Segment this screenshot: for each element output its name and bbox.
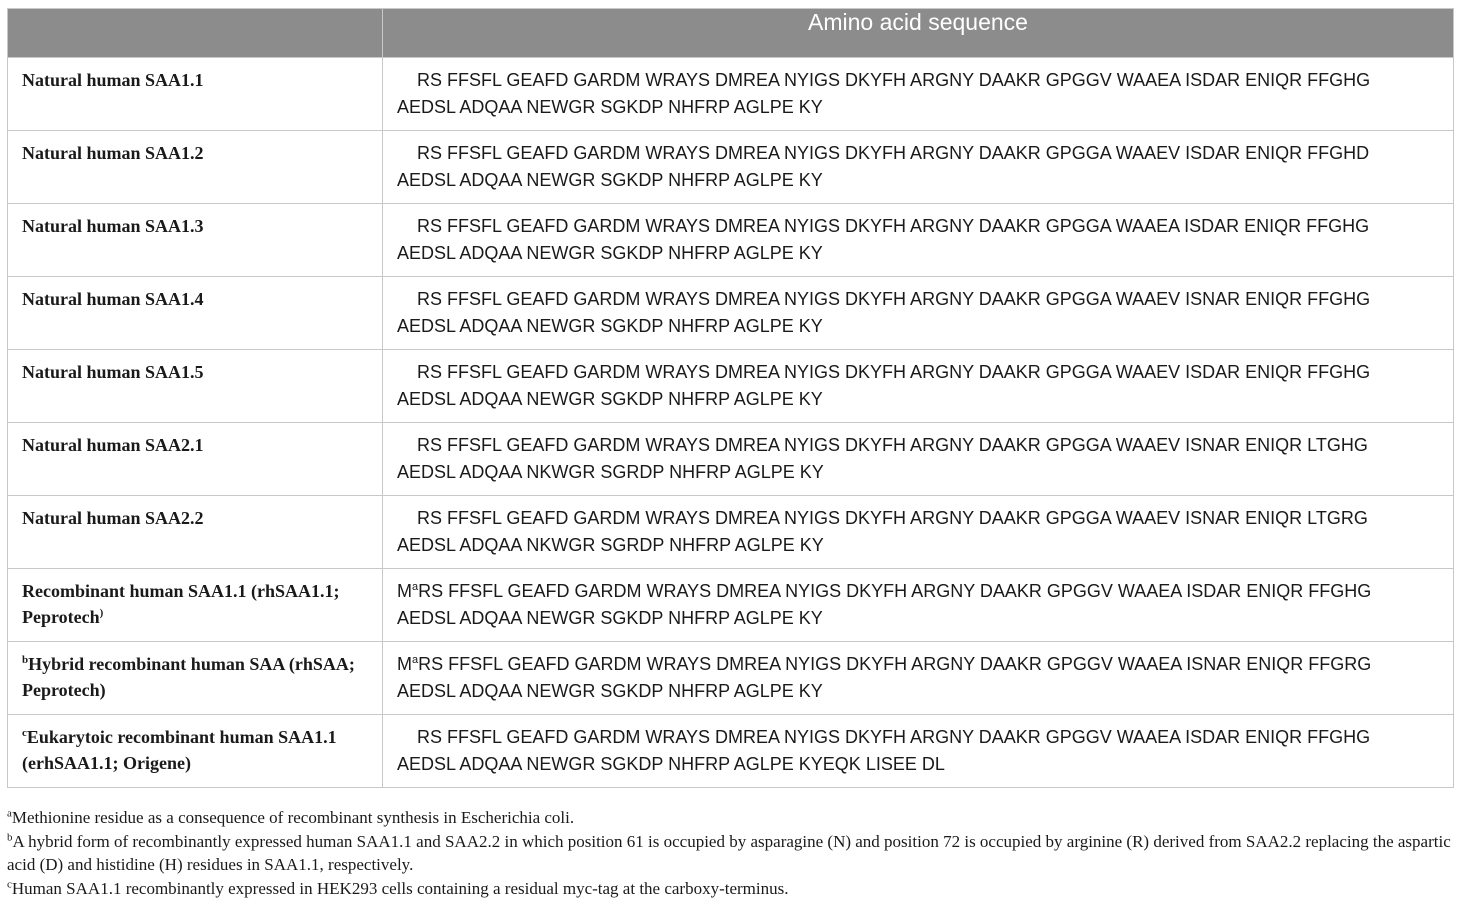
- row-sequence-cell: [383, 58, 1454, 131]
- sequence-line-1: RS FFSFL GEAFD GARDM WRAYS DMREA NYIGS DKYFH ARGNY DAAKR GPGGV WAAEA ISDAR ENIQR FFGHG: [417, 727, 1371, 747]
- sequence-line-2: AEDSL ADQAA NEWGR SGKDP NHFRP AGLPE KY: [397, 170, 823, 190]
- sequence-line-1: RS FFSFL GEAFD GARDM WRAYS DMREA NYIGS DKYFH ARGNY DAAKR GPGGA WAAEV ISNAR ENIQR FFGHG: [417, 289, 1371, 309]
- row-name: Natural human SAA1.5: [22, 362, 204, 382]
- footnote-mark: a: [412, 654, 419, 666]
- row-name: Natural human SAA1.3: [22, 216, 204, 236]
- row-sequence-cell: [383, 277, 1454, 350]
- row-sequence-cell: [383, 131, 1454, 204]
- footnotes: [7, 806, 1457, 900]
- header-row: [8, 9, 1454, 58]
- row-name-cell: [8, 204, 383, 277]
- row-name-cell: [8, 715, 383, 788]
- sequence-line-2: AEDSL ADQAA NEWGR SGKDP NHFRP AGLPE KYEQK LISEE DL: [397, 754, 945, 774]
- table-row: [8, 350, 1454, 423]
- footnote-mark: a: [412, 581, 419, 593]
- sequence-line-2: AEDSL ADQAA NKWGR SGRDP NHFRP AGLPE KY: [397, 535, 824, 555]
- footnote-mark: c: [7, 877, 12, 890]
- sequence-line-2: AEDSL ADQAA NEWGR SGKDP NHFRP AGLPE KY: [397, 316, 823, 336]
- row-name-cell: [8, 569, 383, 642]
- row-name-cell: [8, 350, 383, 423]
- sequence-line-1: RS FFSFL GEAFD GARDM WRAYS DMREA NYIGS DKYFH ARGNY DAAKR GPGGA WAAEA ISDAR ENIQR FFGHG: [417, 216, 1370, 236]
- footnote-mark: c: [22, 727, 27, 739]
- footnote-text: Methionine residue as a consequence of recombinant synthesis in Escherichia coli.: [11, 808, 575, 827]
- row-name-cell: [8, 277, 383, 350]
- table-row: [8, 204, 1454, 277]
- sequence-line-1: RS FFSFL GEAFD GARDM WRAYS DMREA NYIGS DKYFH ARGNY DAAKR GPGGV WAAEA ISDAR ENIQR FFGHG: [418, 581, 1372, 601]
- row-name-cell: [8, 642, 383, 715]
- sequence-table: [7, 8, 1454, 788]
- sequence-table-container: [7, 8, 1453, 788]
- row-sequence-cell: [383, 350, 1454, 423]
- sequence-line-1: RS FFSFL GEAFD GARDM WRAYS DMREA NYIGS DKYFH ARGNY DAAKR GPGGV WAAEA ISDAR ENIQR FFGHG: [417, 70, 1371, 90]
- sequence-line-1: RS FFSFL GEAFD GARDM WRAYS DMREA NYIGS DKYFH ARGNY DAAKR GPGGA WAAEV ISDAR ENIQR FFGHG: [417, 362, 1371, 382]
- sequence-line-1: RS FFSFL GEAFD GARDM WRAYS DMREA NYIGS DKYFH ARGNY DAAKR GPGGA WAAEV ISNAR ENIQR LTGHG: [417, 435, 1368, 455]
- row-sequence-cell: [383, 204, 1454, 277]
- row-sequence-cell: [383, 642, 1454, 715]
- row-name-cell: [8, 131, 383, 204]
- row-name: Natural human SAA1.2: [22, 143, 204, 163]
- footnote-text: Human SAA1.1 recombinantly expressed in HEK293 cells containing a residual myc-tag at the carboxy-terminus.: [11, 878, 789, 898]
- sequence-line-2: AEDSL ADQAA NEWGR SGKDP NHFRP AGLPE KY: [397, 97, 823, 117]
- row-name: Natural human SAA1.1: [22, 70, 204, 90]
- row-name-cell: [8, 496, 383, 569]
- row-sequence-cell: [383, 496, 1454, 569]
- table-row: [8, 642, 1454, 715]
- table-row: [8, 715, 1454, 788]
- footnote: [7, 877, 1457, 901]
- footnote-mark: a: [7, 807, 12, 820]
- methionine-residue: M: [397, 581, 412, 601]
- table-row: [8, 131, 1454, 204]
- sequence-line-2: AEDSL ADQAA NEWGR SGKDP NHFRP AGLPE KY: [397, 243, 823, 263]
- sequence-line-2: AEDSL ADQAA NEWGR SGKDP NHFRP AGLPE KY: [397, 608, 823, 628]
- row-sequence-cell: [383, 715, 1454, 788]
- table-row: [8, 569, 1454, 642]
- row-name: Hybrid recombinant human SAA (rhSAA; Peprotech): [22, 654, 355, 700]
- table-row: [8, 423, 1454, 496]
- footnote-mark: b: [22, 654, 29, 666]
- row-name: Natural human SAA1.4: [22, 289, 204, 309]
- table-row: [8, 496, 1454, 569]
- footnote: [7, 830, 1457, 877]
- sequence-line-2: AEDSL ADQAA NEWGR SGKDP NHFRP AGLPE KY: [397, 389, 823, 409]
- sequence-line-1: RS FFSFL GEAFD GARDM WRAYS DMREA NYIGS DKYFH ARGNY DAAKR GPGGA WAAEV ISDAR ENIQR FFGHD: [417, 143, 1370, 163]
- sequence-line-1: RS FFSFL GEAFD GARDM WRAYS DMREA NYIGS DKYFH ARGNY DAAKR GPGGA WAAEV ISNAR ENIQR LTGRG: [417, 508, 1368, 528]
- footnote: [7, 806, 1457, 830]
- sequence-line-2: AEDSL ADQAA NEWGR SGKDP NHFRP AGLPE KY: [397, 681, 823, 701]
- footnote-text: A hybrid form of recombinantly expressed human SAA1.1 and SAA2.2 in which position 61 is occupied by asparagine (N) and position 72 is occupied by arginine (R) derived from SAA2.2 replacing the aspartic acid (D) and histidine (H) residues in SAA1.1, respectively.: [7, 831, 1451, 874]
- footnote-mark: ): [99, 607, 104, 619]
- header-cell-name: [8, 9, 383, 58]
- table-row: [8, 58, 1454, 131]
- footnote-mark: b: [7, 830, 13, 843]
- row-name: Recombinant human SAA1.1 (rhSAA1.1; Peprotech: [22, 581, 340, 627]
- row-sequence-cell: [383, 423, 1454, 496]
- row-name: Natural human SAA2.2: [22, 508, 204, 528]
- row-sequence-cell: [383, 569, 1454, 642]
- sequence-line-2: AEDSL ADQAA NKWGR SGRDP NHFRP AGLPE KY: [397, 462, 824, 482]
- header-cell-sequence: Amino acid sequence: [383, 9, 1454, 58]
- sequence-line-1: RS FFSFL GEAFD GARDM WRAYS DMREA NYIGS DKYFH ARGNY DAAKR GPGGV WAAEA ISNAR ENIQR FFGRG: [418, 654, 1372, 674]
- methionine-residue: M: [397, 654, 412, 674]
- table-row: [8, 277, 1454, 350]
- row-name: Eukarytoic recombinant human SAA1.1 (erhSAA1.1; Origene): [22, 727, 337, 773]
- row-name-cell: [8, 58, 383, 131]
- row-name: Natural human SAA2.1: [22, 435, 204, 455]
- row-name-cell: [8, 423, 383, 496]
